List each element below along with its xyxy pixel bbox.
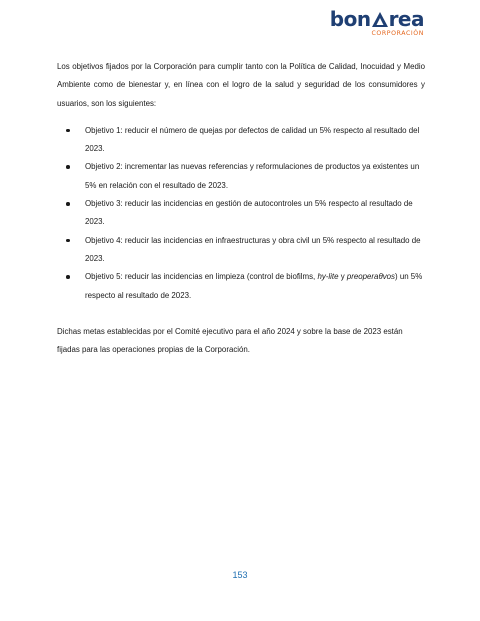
objective-item-2: [57, 158, 425, 195]
objective-text: Objetivo 3: reducir las incidencias en gestión de autocontroles un 5% respecto al resultado de 2023.: [85, 199, 413, 227]
logo-text-right: rea: [388, 7, 424, 31]
objective-item-4: [57, 232, 425, 269]
closing-paragraph: Dichas metas establecidas por el Comité ejecutivo para el año 2024 y sobre la base de 2023 están fijadas para las operaciones propias de la Corporación.: [57, 326, 403, 355]
company-logo: [330, 9, 424, 37]
objective-text: Objetivo 1: reducir el número de quejas por defectos de calidad un 5% respecto al resultado del 2023.: [85, 125, 420, 154]
bullet-icon: [66, 165, 70, 169]
bullet-icon: [66, 129, 70, 133]
objective-item-1: [57, 122, 425, 159]
intro-paragraph: Los objetivos fijados por la Corporación para cumplir tanto con la Política de Calidad, Inocuidad y Medio Ambiente como de bienestar y, en línea con el logro de la salud y seguridad de los consumidores y usuarios, son los siguientes:: [57, 62, 425, 108]
logo-wordmark: [330, 9, 424, 29]
objective-emphasis: preoperaθvos: [346, 272, 396, 282]
page-number: 153: [232, 570, 248, 580]
objective-text-part: y: [338, 272, 347, 282]
logo-text-left: bon: [329, 7, 371, 31]
document-body: [57, 58, 425, 359]
logo-subtitle: CORPORACIÓN: [371, 30, 424, 37]
bullet-icon: [66, 239, 70, 243]
bullet-icon: [66, 202, 70, 206]
objective-text: Objetivo 2: incrementar las nuevas referencias y reformulaciones de productos ya existentes un 5% en relación con el resultado de 2023.: [85, 162, 420, 190]
bullet-icon: [66, 275, 70, 279]
objective-text-part: ) un 5% respecto al resultado de 2023.: [85, 272, 423, 300]
objective-item-3: [57, 195, 425, 232]
objectives-list: [57, 122, 425, 305]
objective-text-part: Objetivo 5: reducir las incidencias en limpieza (control de biofilms,: [85, 272, 318, 282]
objective-item-5: [57, 268, 425, 305]
logo-a-triangle-icon: [372, 12, 388, 27]
objective-emphasis: hy-lite: [317, 272, 339, 282]
objective-text: Objetivo 4: reducir las incidencias en infraestructuras y obra civil un 5% respecto al resultado de 2023.: [85, 235, 421, 263]
